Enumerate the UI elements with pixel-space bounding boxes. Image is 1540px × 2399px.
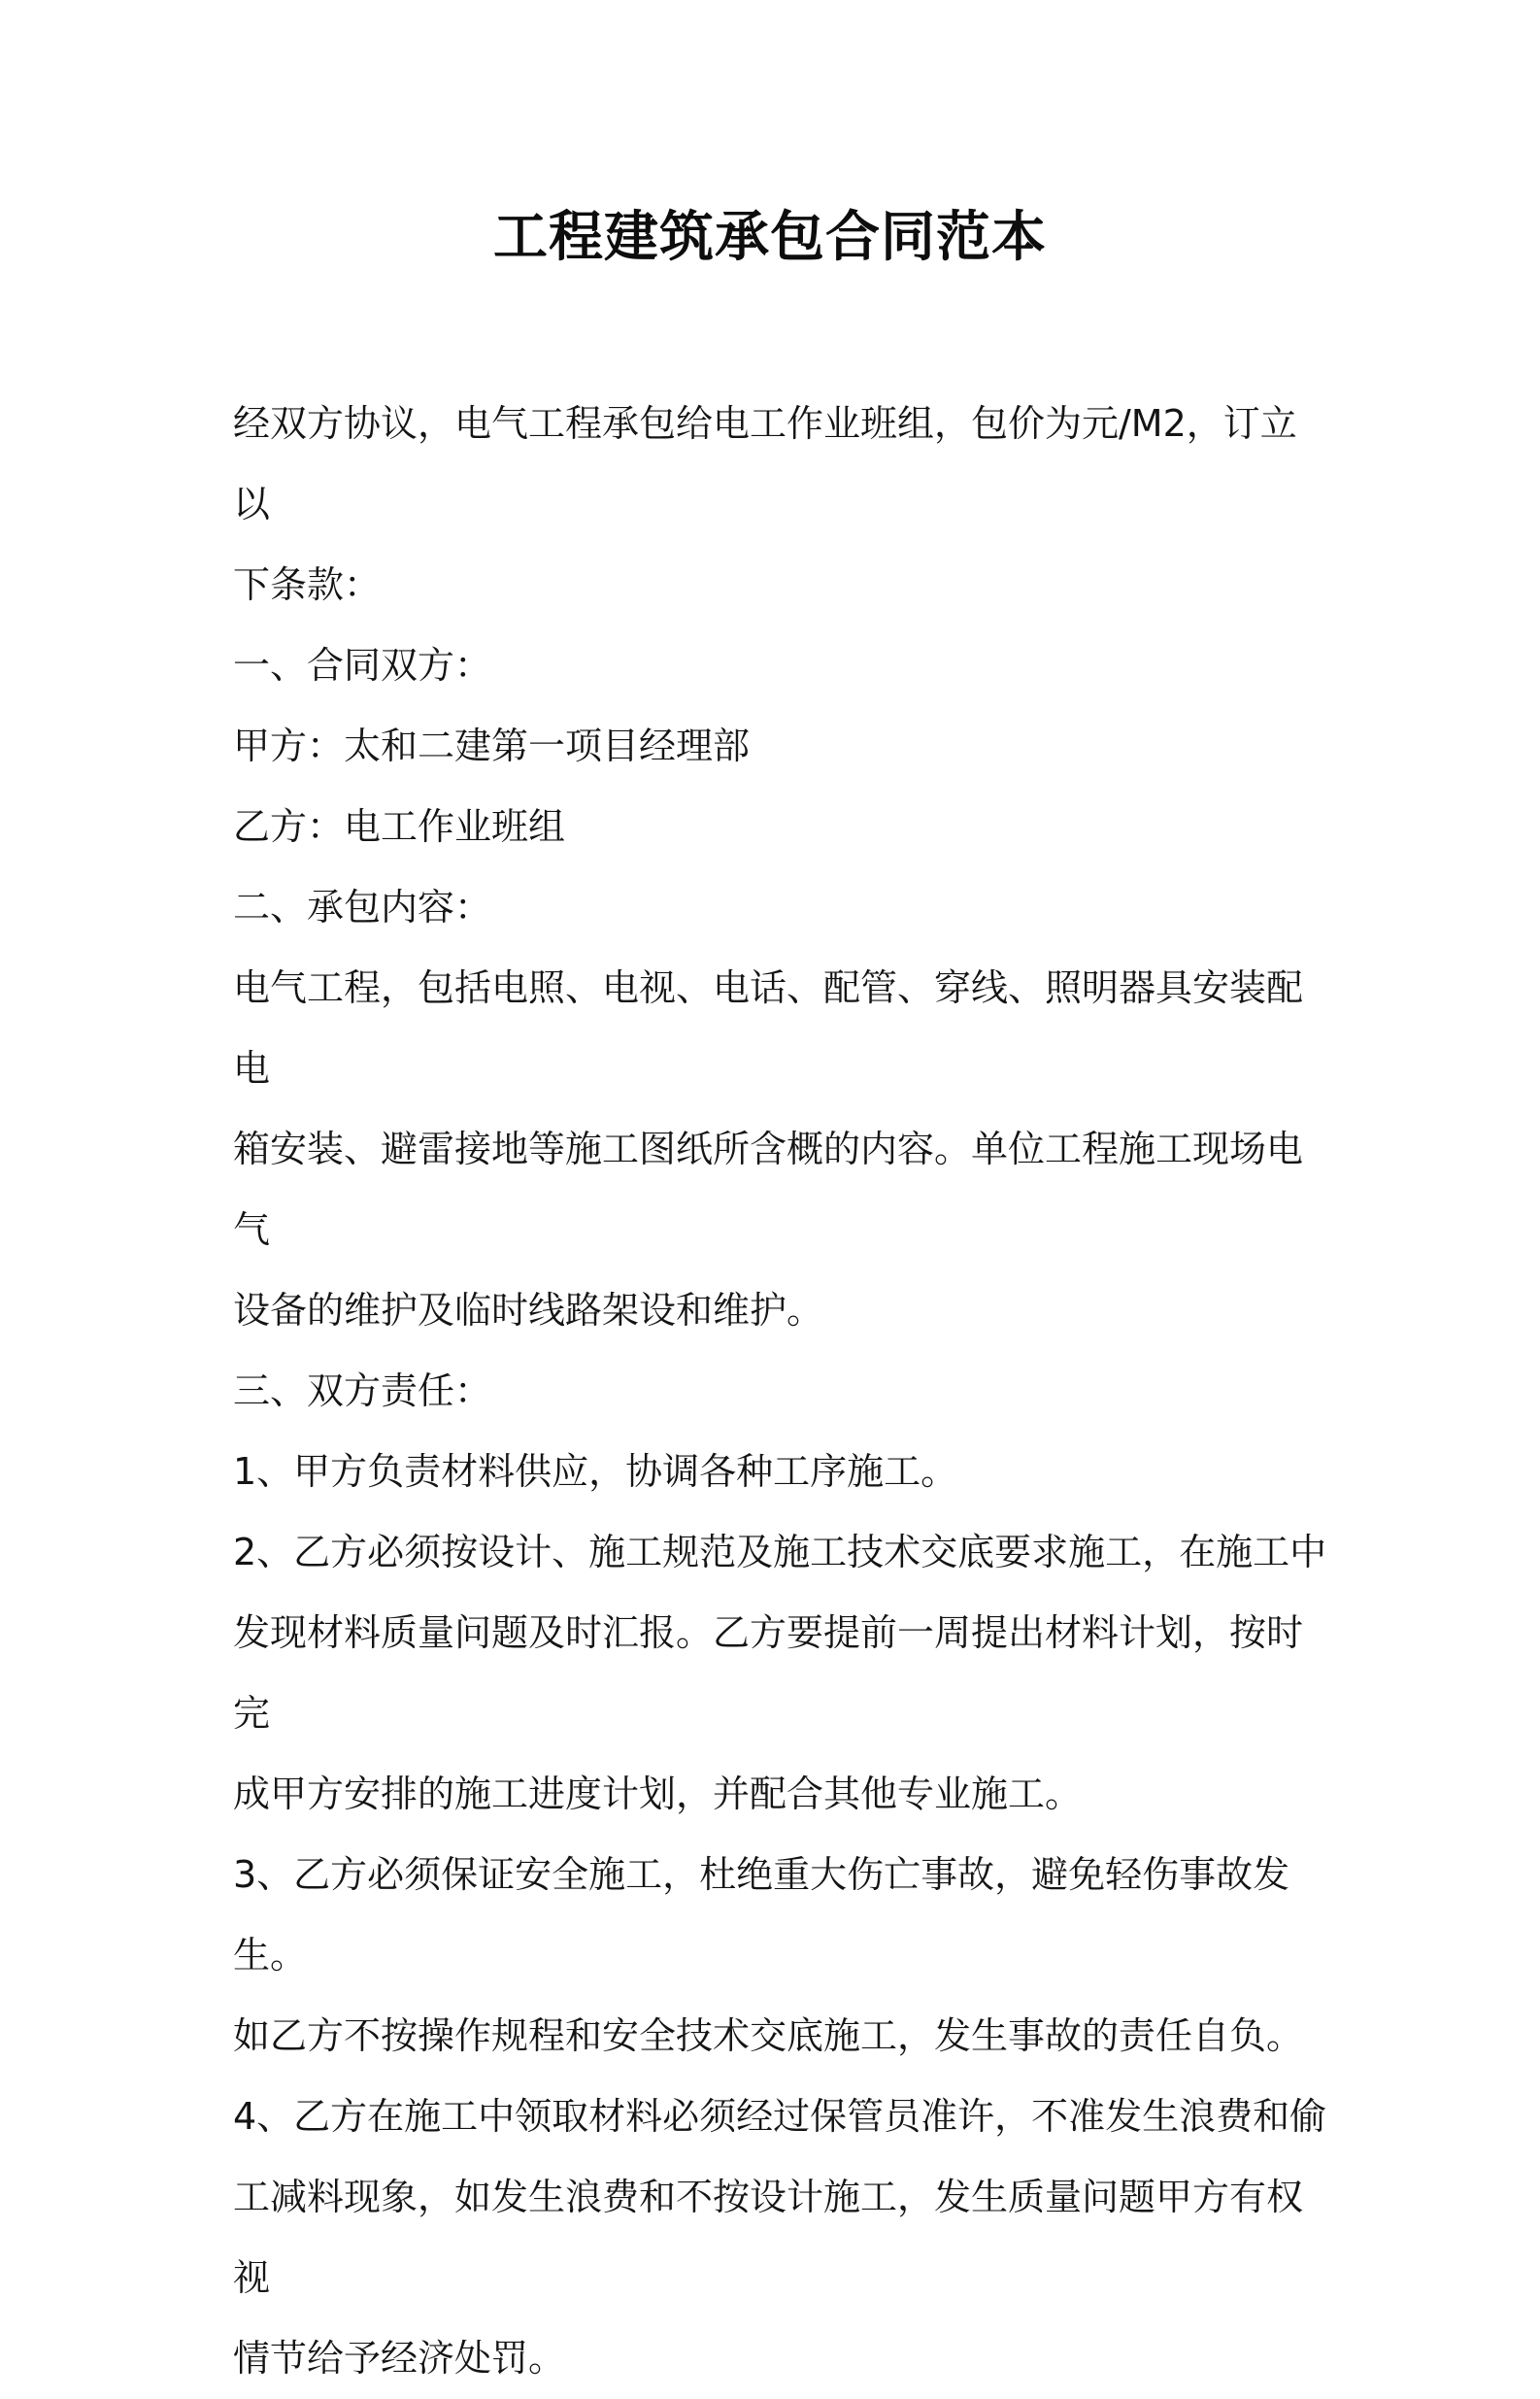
clause-line: 情节给予经济处罚。: [233, 2337, 566, 2380]
clause-line: 1、甲方负责材料供应，协调各种工序施工。: [233, 1450, 958, 1493]
clause-line: 如乙方不按操作规程和安全技术交底施工，发生事故的责任自负。: [233, 2014, 1304, 2057]
clause-line: 发现材料质量问题及时汇报。乙方要提前一周提出材料计划，按时完: [233, 1611, 1304, 1735]
body-line: 设备的维护及临时线路架设和维护。: [233, 1289, 824, 1332]
clause-line: 4、乙方在施工中领取材料必须经过保管员准许，不准发生浪费和偷: [233, 2095, 1327, 2138]
section-heading: 一、合同双方：: [233, 644, 492, 687]
clause-line: 2、乙方必须按设计、施工规范及施工技术交底要求施工，在施工中: [233, 1531, 1327, 1573]
clause-line: 3、乙方必须保证安全施工，杜绝重大伤亡事故，避免轻伤事故发生。: [233, 1853, 1290, 1977]
party-b-line: 乙方：电工作业班组: [233, 805, 566, 848]
party-a-line: 甲方：太和二建第一项目经理部: [233, 725, 751, 767]
body-line: 箱安装、避雷接地等施工图纸所含概的内容。单位工程施工现场电气: [233, 1128, 1304, 1251]
body-line: 下条款：: [233, 563, 382, 606]
body-line: 电气工程，包括电照、电视、电话、配管、穿线、照明器具安装配电: [233, 966, 1304, 1090]
clause-line: 成甲方安排的施工进度计划，并配合其他专业施工。: [233, 1773, 1083, 1815]
section-heading: 二、承包内容：: [233, 886, 492, 929]
document-body: [233, 384, 1330, 2399]
body-line: 经双方协议，电气工程承包给电工作业班组，包价为元/M2，订立以: [233, 402, 1297, 525]
clause-line: 工减料现象，如发生浪费和不按设计施工，发生质量问题甲方有权视: [233, 2176, 1304, 2299]
document-title: 工程建筑承包合同范本: [493, 206, 1047, 269]
section-heading: 三、双方责任：: [233, 1369, 492, 1412]
